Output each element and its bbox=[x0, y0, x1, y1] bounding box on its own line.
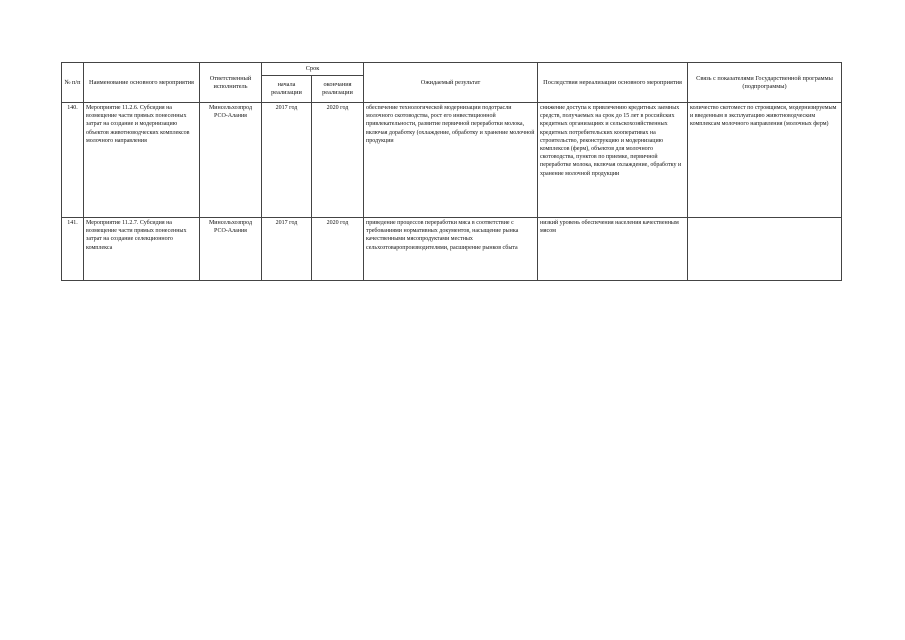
row-executor: Минсельхозпрод РСО-Алания bbox=[200, 218, 262, 281]
row-num: 141. bbox=[62, 218, 84, 281]
row-end: 2020 год bbox=[312, 218, 364, 281]
header-consequences: Последствия нереализации основного мероприятия bbox=[538, 63, 688, 103]
row-executor: Минсельхозпрод РСО-Алания bbox=[200, 103, 262, 218]
program-table bbox=[61, 62, 842, 281]
row-result: обеспечение технологической модернизации подотрасли молочного скотоводства, рост его инвестиционной привлекательности, развитие первичной переработки молока, включая доработку (охлаждение, обработку и хранение молочной продукции bbox=[364, 103, 538, 218]
row-start: 2017 год bbox=[262, 218, 312, 281]
row-link: количество скотомест по строящимся, модернизируемым и введенным в эксплуатацию животноводческим комплексам молочного направления (молочных ферм) bbox=[688, 103, 842, 218]
row-name: Мероприятие 11.2.6. Субсидия на возмещение части прямых понесенных затрат на создание и модернизацию объектов животноводческих комплексов молочного направления bbox=[84, 103, 200, 218]
header-term-start: начала реализации bbox=[262, 76, 312, 103]
row-consequences: низкий уровень обеспечения населения качественным мясом bbox=[538, 218, 688, 281]
row-start: 2017 год bbox=[262, 103, 312, 218]
header-executor: Ответственный исполнитель bbox=[200, 63, 262, 103]
header-term-end: окончания реализации bbox=[312, 76, 364, 103]
row-link bbox=[688, 218, 842, 281]
row-name: Мероприятие 11.2.7. Субсидия на возмещение части прямых понесенных затрат на создание селекционного комплекса bbox=[84, 218, 200, 281]
header-num: № п/п bbox=[62, 63, 84, 103]
row-consequences: снижение доступа к привлечению кредитных заемных средств, получаемых на срок до 15 лет в российских кредитных организациях и сельскохозяйственных кредитных потребительских кооперативах на строительство, реконструкцию и модернизацию комплексов (ферм), объектов для молочного скотоводства, пунктов по приемке, первичной переработке молока, включая охлаждение, обработку и хранение молочной продукции bbox=[538, 103, 688, 218]
header-link: Связь с показателями Государственной программы (подпрограммы) bbox=[688, 63, 842, 103]
header-name: Наименование основного мероприятия bbox=[84, 63, 200, 103]
row-end: 2020 год bbox=[312, 103, 364, 218]
table-row bbox=[62, 103, 842, 218]
row-result: приведение процессов переработки мяса в соответствие с требованиями нормативных документов, насыщение рынка качественными мясопродуктами местных сельхозтоваропроизводителями, расширение рынков сбыта bbox=[364, 218, 538, 281]
header-term: Срок bbox=[262, 63, 364, 76]
row-num: 140. bbox=[62, 103, 84, 218]
table-row bbox=[62, 218, 842, 281]
header-row bbox=[62, 63, 842, 76]
header-result: Ожидаемый результат bbox=[364, 63, 538, 103]
